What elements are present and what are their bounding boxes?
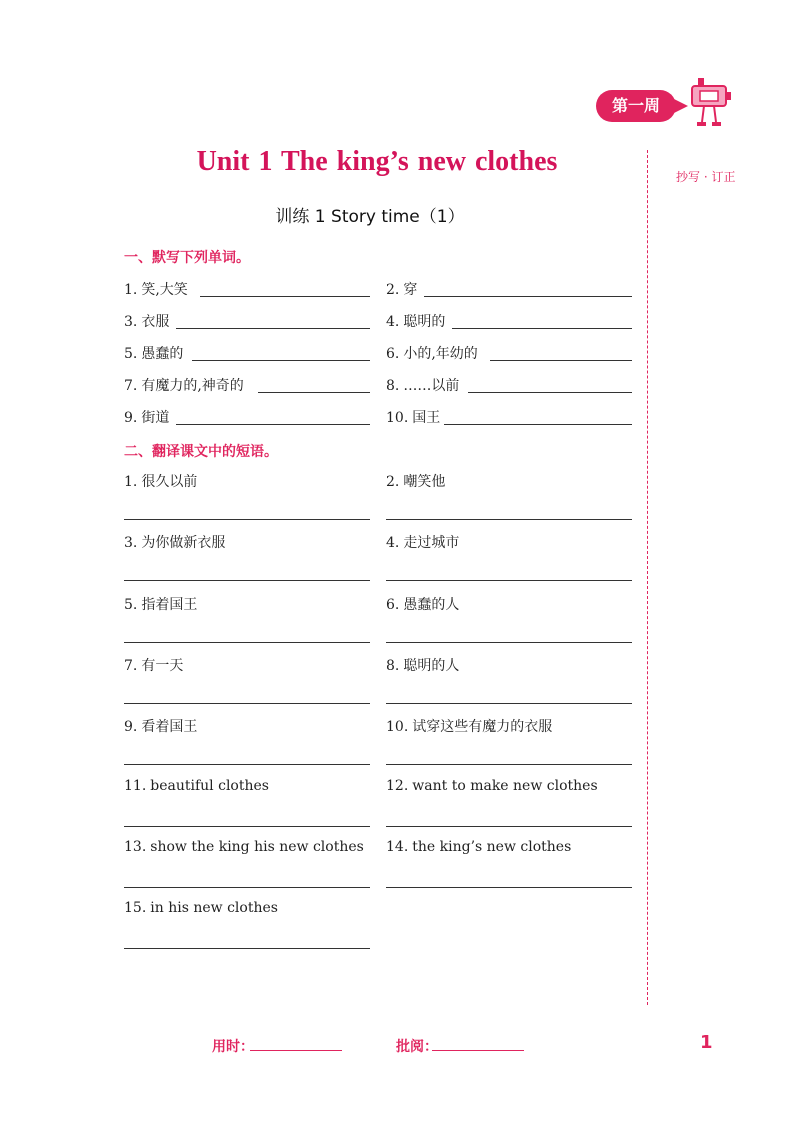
- word-answer-line[interactable]: [444, 424, 632, 425]
- phrase-item: 2. 嘲笑他: [386, 474, 446, 490]
- word-answer-line[interactable]: [200, 296, 370, 297]
- section-heading-words: 一、默写下列单词。: [124, 250, 250, 266]
- phrase-item: 6. 愚蠢的人: [386, 597, 460, 613]
- phrase-answer-line[interactable]: [386, 764, 632, 765]
- phrase-answer-line[interactable]: [386, 826, 632, 827]
- phrase-item: 7. 有一天: [124, 658, 184, 674]
- phrase-answer-line[interactable]: [124, 703, 370, 704]
- word-answer-line[interactable]: [176, 328, 370, 329]
- word-item: 1. 笑,大笑: [124, 282, 188, 298]
- word-answer-line[interactable]: [490, 360, 632, 361]
- phrase-item: 10. 试穿这些有魔力的衣服: [386, 719, 553, 735]
- week-badge: 第一周: [596, 90, 676, 122]
- phrase-item: 14. the king’s new clothes: [386, 839, 572, 855]
- phrase-item: 4. 走过城市: [386, 535, 460, 551]
- word-item: 4. 聪明的: [386, 314, 446, 330]
- word-item: 6. 小的,年幼的: [386, 346, 478, 362]
- word-item: 9. 街道: [124, 410, 170, 426]
- review-field[interactable]: [432, 1050, 524, 1051]
- word-answer-line[interactable]: [468, 392, 632, 393]
- page-number: 1: [700, 1032, 713, 1053]
- time-label: 用时：: [212, 1039, 254, 1055]
- phrase-answer-line[interactable]: [124, 826, 370, 827]
- phrase-answer-line[interactable]: [124, 580, 370, 581]
- phrase-answer-line[interactable]: [124, 887, 370, 888]
- phrase-item: 15. in his new clothes: [124, 900, 278, 916]
- phrase-answer-line[interactable]: [124, 642, 370, 643]
- phrase-item: 11. beautiful clothes: [124, 778, 269, 794]
- page-subtitle: 训练 1 Story time（1）: [275, 207, 465, 227]
- word-item: 7. 有魔力的,神奇的: [124, 378, 244, 394]
- word-answer-line[interactable]: [424, 296, 632, 297]
- margin-label: 抄写 · 订正: [676, 170, 736, 184]
- word-item: 5. 愚蠢的: [124, 346, 184, 362]
- word-answer-line[interactable]: [192, 360, 370, 361]
- phrase-answer-line[interactable]: [124, 764, 370, 765]
- phrase-answer-line[interactable]: [386, 642, 632, 643]
- phrase-item: 3. 为你做新衣服: [124, 535, 226, 551]
- word-item: 2. 穿: [386, 282, 418, 298]
- section-heading-phrases: 二、翻译课文中的短语。: [124, 444, 278, 460]
- phrase-item: 9. 看着国王: [124, 719, 198, 735]
- phrase-item: 12. want to make new clothes: [386, 778, 598, 794]
- word-answer-line[interactable]: [452, 328, 632, 329]
- phrase-answer-line[interactable]: [386, 887, 632, 888]
- word-item: 8. ……以前: [386, 378, 460, 394]
- margin-divider: [647, 150, 648, 1005]
- word-answer-line[interactable]: [258, 392, 370, 393]
- phrase-answer-line[interactable]: [386, 580, 632, 581]
- word-item: 10. 国王: [386, 410, 441, 426]
- phrase-item: 1. 很久以前: [124, 474, 198, 490]
- phrase-item: 13. show the king his new clothes: [124, 839, 364, 855]
- page-title: Unit 1 The king’s new clothes: [196, 146, 558, 177]
- phrase-item: 5. 指着国王: [124, 597, 198, 613]
- phrase-answer-line[interactable]: [124, 519, 370, 520]
- phrase-item: 8. 聪明的人: [386, 658, 460, 674]
- word-item: 3. 衣服: [124, 314, 170, 330]
- robot-mascot-icon: [688, 76, 732, 132]
- review-label: 批阅：: [396, 1039, 438, 1055]
- phrase-answer-line[interactable]: [386, 519, 632, 520]
- word-answer-line[interactable]: [176, 424, 370, 425]
- phrase-answer-line[interactable]: [124, 948, 370, 949]
- phrase-answer-line[interactable]: [386, 703, 632, 704]
- time-field[interactable]: [250, 1050, 342, 1051]
